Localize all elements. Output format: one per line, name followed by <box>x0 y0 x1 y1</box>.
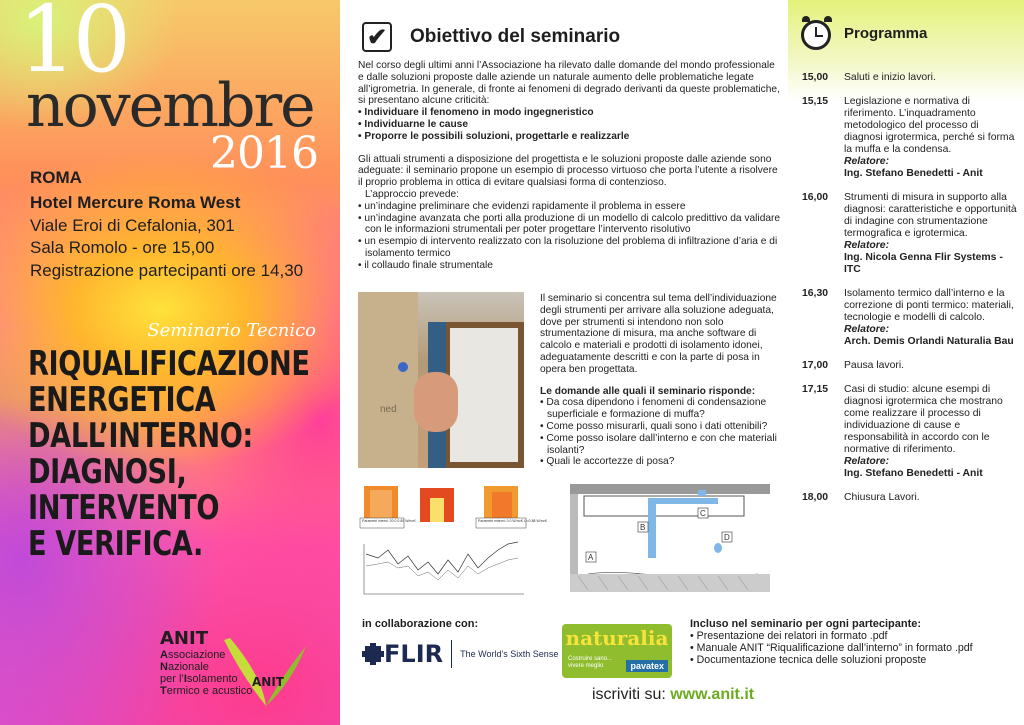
flir-name: FLIR <box>384 640 444 668</box>
thermo-label-left: Parametri interni: 20.0 0.80 W/m²K <box>362 519 416 523</box>
diagram-label-d: D <box>724 533 730 542</box>
critical-item: • Individuare il fenomeno in modo ingegneristico <box>358 107 594 119</box>
pavatex-logo: pavatex <box>626 660 668 672</box>
venue-room: Sala Romolo - ore 15,00 <box>30 238 215 257</box>
anit-name: ANIT <box>160 628 208 649</box>
question-item: • Quali le accortezze di posa? <box>540 456 675 468</box>
diagram-label-a: A <box>588 553 594 562</box>
objective-para3: Il seminario si concentra sul tema dell’individuazione degli strumenti per arrivare alla soluzione adeguata, dove per strumenti si intendono non solo strumentazione di misura, ma anche software di calcolo e materiali e prodotti di isolamento idonei, adeguatamente descritti e con la parte di posa in opera ben progettata. <box>540 293 777 375</box>
event-month: novembre <box>26 71 314 141</box>
alarm-clock-icon <box>800 16 832 50</box>
approach-item: • il collaudo finale strumentale <box>358 259 493 271</box>
title-line: E VERIFICA. <box>28 524 203 564</box>
registration-time: Registrazione partecipanti ore 14,30 <box>30 260 304 280</box>
included-item: • Manuale ANIT “Riqualificazione dall’interno” in formato .pdf <box>690 642 973 654</box>
naturalia-name: naturalia <box>565 626 669 650</box>
naturalia-subtitle: Costruire sano... vivere meglio <box>568 656 613 669</box>
thermal-bridge-diagram <box>558 480 780 598</box>
approach-item: • un’indagine avanzata che porti alla produzione di un modello di calcolo predittivo da validare con le informazioni strumentali per poter progettare l’intervento risolutivo <box>358 212 781 236</box>
photo-sticker-text: ned <box>380 404 397 415</box>
programme-panel <box>788 0 1024 725</box>
flir-logo <box>362 640 558 668</box>
objective-header <box>362 22 620 52</box>
diagram-label-c: C <box>700 509 706 518</box>
anit-line: per l’Isolamento <box>160 673 238 685</box>
signup-line <box>592 686 754 704</box>
included-materials <box>690 618 1020 666</box>
programme-item: 15,15 Legislazione e normativa di riferimento. L’inquadramento metodologico del processo di diagnosi igrotermica, perché si forma la muffa e la condensa. Relatore: Ing. Stefano Benedetti - Anit <box>802 96 1015 179</box>
thermography-chart-image <box>358 484 548 602</box>
programme-heading: Programma <box>844 24 928 42</box>
objective-text <box>358 60 782 272</box>
title-line: DIAGNOSI, <box>28 452 187 492</box>
programme-list <box>802 72 1020 516</box>
title-line: DALL’INTERNO: <box>28 416 253 456</box>
title-line: ENERGETICA <box>28 380 216 420</box>
svg-text:ANIT: ANIT <box>252 675 284 689</box>
programme-item: 15,00 Saluti e inizio lavori. <box>802 72 936 83</box>
programme-item: 17,00 Pausa lavori. <box>802 360 905 371</box>
venue-name: Hotel Mercure Roma West <box>30 193 241 212</box>
seminar-type: Seminario Tecnico <box>147 320 316 341</box>
programme-item: 17,15 Casi di studio: alcune esempi di diagnosi igrotermica che mostrano come realizzare il processo di individuazione di cause e responsabilità in accordo con le normative di riferimento. Relatore: Ing. Stefano Benedetti - Anit <box>802 384 1003 479</box>
objective-heading: Obiettivo del seminario <box>410 26 621 47</box>
included-item: • Presentazione dei relatori in formato .pdf <box>690 630 888 642</box>
signup-label: iscriviti su: <box>592 686 666 703</box>
seminar-title <box>28 346 310 562</box>
objective-details <box>540 293 782 468</box>
objective-intro: Nel corso degli ultimi anni l’Associazione ha rilevato dalle domande del mondo professionale e dalle soluzioni proposte dalle aziende un naturale aumento delle problematiche legate all’igrometria. In generale, di fronte ai fenomeni di degrado derivanti da queste problematiche, si presentano alcune criticità: <box>358 60 780 107</box>
included-item: • Documentazione tecnica delle soluzioni proposte <box>690 654 927 666</box>
programme-item: 16,30 Isolamento termico dall’interno e la correzione di ponti termico: materiali, tecnologie e modelli di calcolo. Relatore: Arch. Demis Orlandi Naturalia Bau <box>802 288 1014 347</box>
anit-line: Nazionale <box>160 661 209 673</box>
checkmark-icon: ✔ <box>362 22 392 52</box>
thermo-label-right: Parametri esterni: 0.0 W/m²K U=0.88 W/m²K <box>478 519 548 523</box>
approach-item: • un esempio di intervento realizzato con la risoluzione del problema di infiltrazione d’aria e di isolamento termico <box>358 236 778 259</box>
anit-line: Termico e acustico <box>160 685 253 697</box>
installation-photo <box>358 292 524 468</box>
event-address <box>30 192 303 282</box>
approach-title: L’approccio prevede: <box>365 188 460 200</box>
event-year: 2016 <box>210 128 318 179</box>
title-line: INTERVENTO <box>28 488 220 528</box>
objective-panel <box>340 0 788 725</box>
question-item: • Come posso isolare dall’interno e con che materiali isolanti? <box>540 432 777 456</box>
flir-tagline: The World’s Sixth Sense <box>460 649 559 659</box>
question-item: • Da cosa dipendono i fenomeni di condensazione superficiale e formazione di muffa? <box>540 397 767 421</box>
included-title: Incluso nel seminario per ogni partecipante: <box>690 618 922 630</box>
critical-item: • Individuarne le cause <box>358 118 469 130</box>
programme-item: 16,00 Strumenti di misura in supporto alla diagnosi: caratteristiche e opportunità di indagine con strumentazione termografica e igrotermica. Relatore: Ing. Nicola Genna Flir Systems - ITC <box>802 192 1017 275</box>
objective-para2: Gli attuali strumenti a disposizione del progettista e le soluzioni proposte dalle aziende sono adeguate: il seminario propone un esempio di processo virtuoso che porta l’utente a risolvere il proprio problema in ottica di evitare qualsiasi forma di contenzioso. <box>358 153 778 189</box>
event-day: 10 <box>18 0 128 93</box>
naturalia-logo <box>562 624 672 678</box>
anit-line: Associazione <box>160 649 226 661</box>
title-line: RIQUALIFICAZIONE <box>28 344 310 384</box>
collaboration-label: in collaborazione con: <box>362 618 479 630</box>
anit-logo-icon <box>222 636 308 710</box>
critical-item: • Proporre le possibili soluzioni, progettarle e realizzarle <box>358 130 630 142</box>
event-city: ROMA <box>30 168 82 187</box>
venue-street: Viale Eroi di Cefalonia, 301 <box>30 215 235 235</box>
programme-header <box>800 16 927 50</box>
diagram-label-b: B <box>640 523 646 532</box>
questions-title: Le domande alle quali il seminario risponde: <box>540 385 756 397</box>
question-item: • Come posso misurarli, quali sono i dati ottenibili? <box>540 420 768 432</box>
programme-item: 18,00 Chiusura Lavori. <box>802 492 920 503</box>
cover-panel <box>0 0 340 725</box>
flir-star-icon <box>362 643 384 665</box>
signup-link[interactable]: www.anit.it <box>670 686 755 703</box>
approach-item: • un’indagine preliminare che evidenzi rapidamente il problema in essere <box>358 200 686 212</box>
